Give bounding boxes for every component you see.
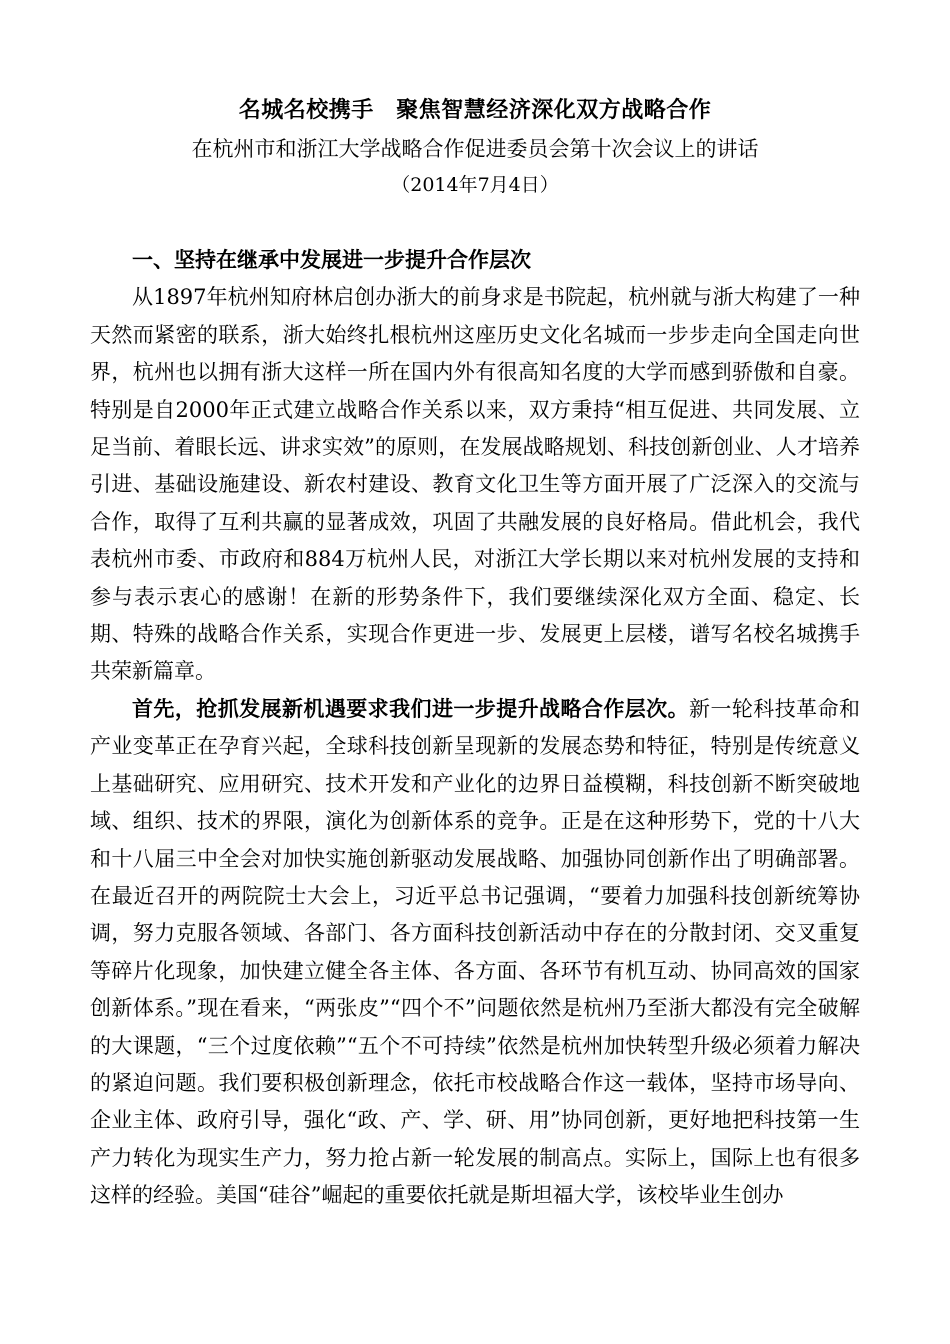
section-heading: 一、坚持在继承中发展进一步提升合作层次 — [132, 248, 531, 272]
document-body — [90, 242, 860, 1215]
paragraph-2 — [90, 691, 860, 1215]
document-date: （2014年7月4日） — [391, 174, 559, 196]
paragraph-1: 从1897年杭州知府林启创办浙大的前身求是书院起，杭州就与浙大构建了一种天然而紧密的联系，浙大始终扎根杭州这座历史文化名城而一步步走向全国走向世界，杭州也以拥有浙大这样一所在国内外有很高知名度的大学而感到骄傲和自豪。特别是自2000年正式建立战略合作关系以来，双方秉持“相互促进、共同发展、立足当前、着眼长远、讲求实效”的原则，在发展战略规划、科技创新创业、人才培养引进、基础设施建设、新农村建设、教育文化卫生等方面开展了广泛深入的交流与合作，取得了互利共赢的显著成效，巩固了共融发展的良好格局。借此机会，我代表杭州市委、市政府和884万杭州人民，对浙江大学长期以来对杭州发展的支持和参与表示衷心的感谢！在新的形势条件下，我们要继续深化双方全面、稳定、长期、特殊的战略合作关系，实现合作更进一步、发展更上层楼，谱写名校名城携手共荣新篇章。 — [90, 285, 860, 684]
paragraph-2-lead: 首先，抢抓发展新机遇要求我们进一步提升战略合作层次。 — [132, 696, 690, 721]
document-subtitle: 在杭州市和浙江大学战略合作促进委员会第十次会议上的讲话 — [191, 137, 759, 161]
paragraph-2-text: 新一轮科技革命和产业变革正在孕育兴起，全球科技创新呈现新的发展态势和特征，特别是传统意义上基础研究、应用研究、技术开发和产业化的边界日益模糊，科技创新不断突破地域、组织、技术的界限，演化为创新体系的竞争。正是在这种形势下，党的十八大和十八届三中全会对加快实施创新驱动发展战略、加强协同创新作出了明确部署。在最近召开的两院院士大会上，习近平总书记强调，“要着力加强科技创新统筹协调，努力克服各领域、各部门、各方面科技创新活动中存在的分散封闭、交叉重复等碎片化现象，加快建立健全各主体、各方面、各环节有机互动、协同高效的国家创新体系。”现在看来，“两张皮”“四个不”问题依然是杭州乃至浙大都没有完全破解的大课题，“三个过度依赖”“五个不可持续”依然是杭州加快转型升级必须着力解决的紧迫问题。我们要积极创新理念，依托市校战略合作这一载体，坚持市场导向、企业主体、政府引导，强化“政、产、学、研、用”协同创新，更好地把科技第一生产力转化为现实生产力，努力抢占新一轮发展的制高点。实际上，国际上也有很多这样的经验。美国“硅谷”崛起的重要依托就是斯坦福大学，该校毕业生创办 — [90, 696, 861, 1208]
document-title: 名城名校携手 聚焦智慧经济深化双方战略合作 — [238, 98, 712, 123]
